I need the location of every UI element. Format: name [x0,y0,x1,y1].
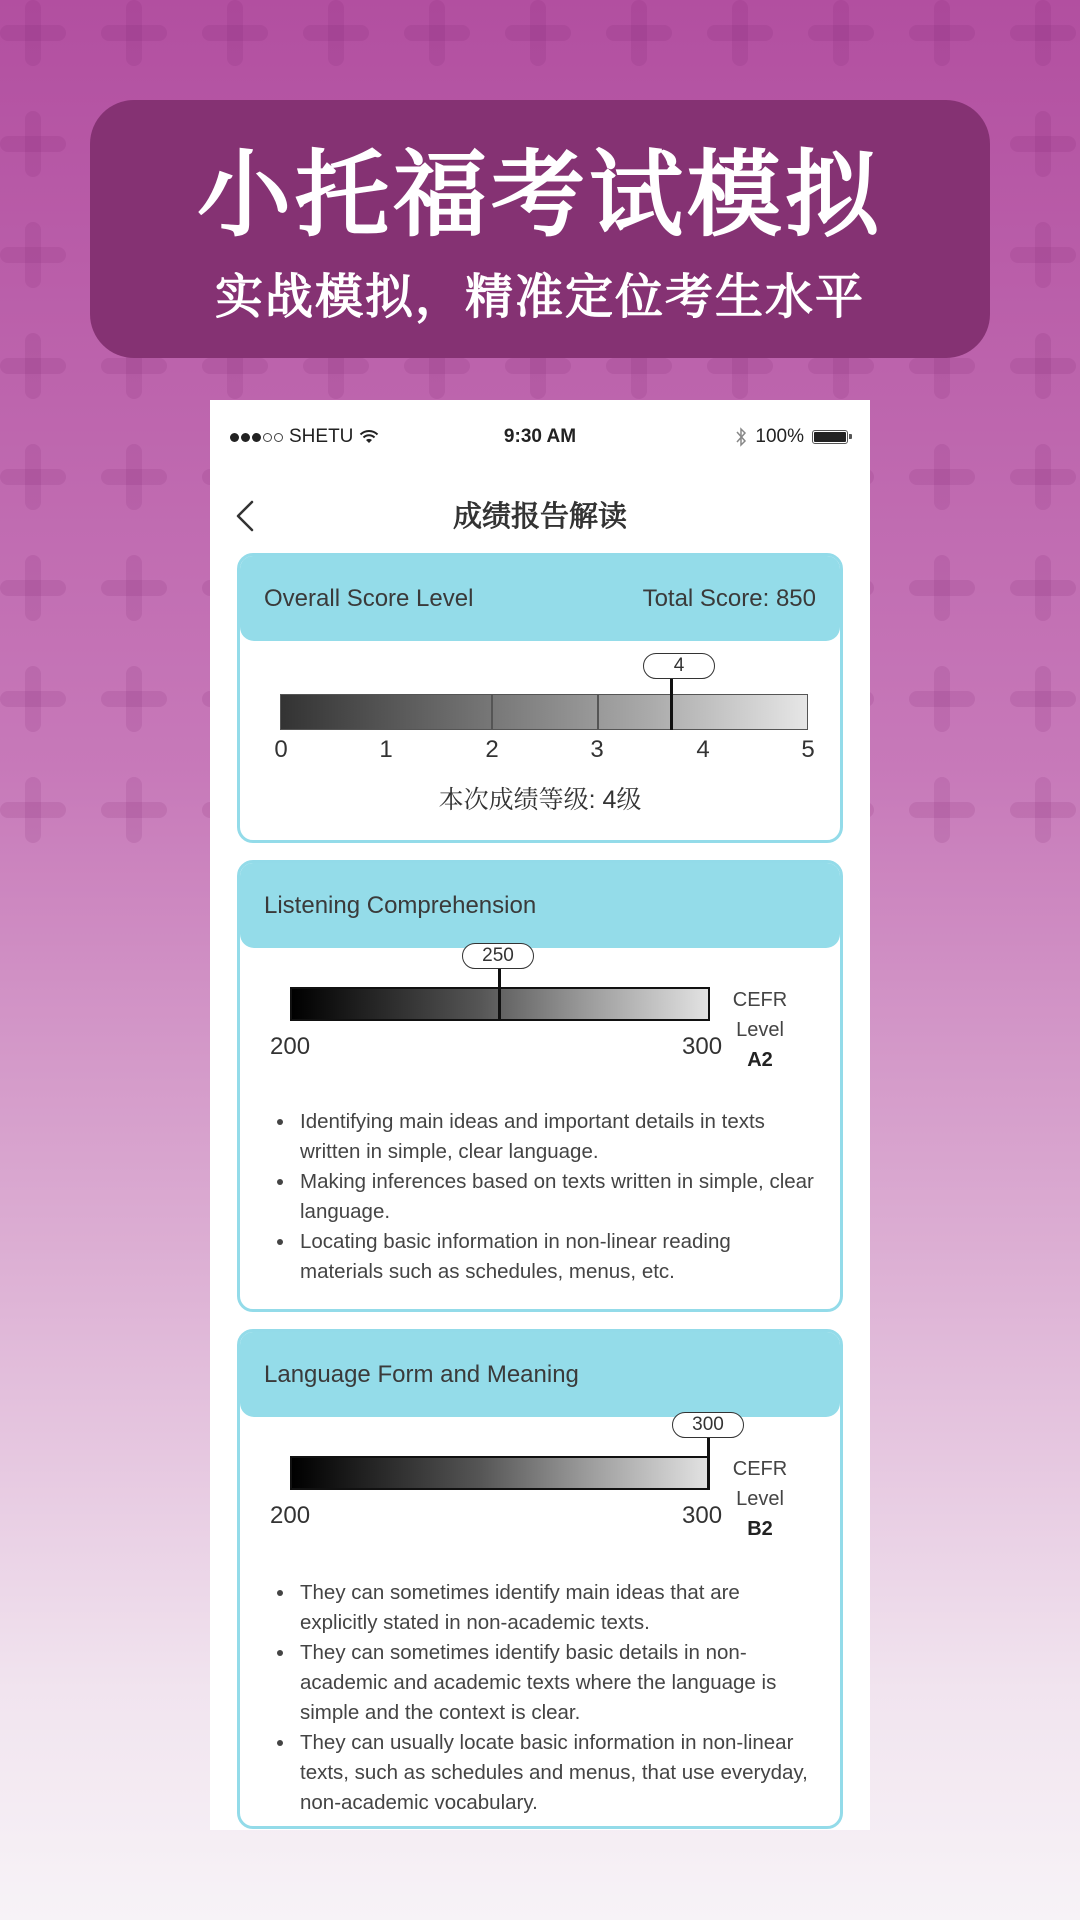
cross-decoration-icon [101,0,167,66]
cross-decoration-icon [606,0,672,66]
total-score: Total Score: 850 [642,584,816,612]
overall-score-card [237,553,843,843]
score-level-scale [280,694,808,730]
cross-decoration-icon [0,444,66,510]
cross-decoration-icon [0,666,66,732]
bluetooth-icon [735,427,747,447]
range-min-label: 200 [270,1033,311,1060]
card-header [240,1332,840,1417]
level-summary: 本次成绩等级: 4级 [438,786,642,814]
card-title: Language Form and Meaning [264,1360,579,1388]
cross-decoration-icon [1010,222,1076,288]
tick-label: 5 [801,736,815,763]
language-score-scale [290,1456,710,1490]
skills-list [276,1107,816,1287]
cross-decoration-icon [1010,333,1076,399]
cross-decoration-icon [1010,555,1076,621]
cross-decoration-icon [1010,444,1076,510]
cross-decoration-icon [202,0,268,66]
cross-decoration-icon [505,0,571,66]
cefr-value: B2 [747,1518,773,1540]
cross-decoration-icon [101,666,167,732]
banner-title: 小托福考试模拟 [196,142,883,247]
cross-decoration-icon [808,0,874,66]
cross-decoration-icon [0,222,66,288]
list-item: • They can sometimes identify main ideas that are explicitly stated in non-academic texts. [296,1578,816,1638]
cross-decoration-icon [0,555,66,621]
card-header [240,863,840,948]
list-item: • They can sometimes identify basic details in non-academic and academic texts where the language is simple and the context is clear. [296,1638,816,1728]
tick-label: 2 [485,736,499,763]
battery-percent: 100% [755,426,804,447]
cross-decoration-icon [909,555,975,621]
skills-list [276,1578,816,1818]
status-time: 9:30 AM [503,426,577,447]
cross-decoration-icon [1010,777,1076,843]
page-title: 成绩报告解读 [452,501,627,533]
list-item: • They can usually locate basic information in non-linear texts, such as schedules and menus, that use everyday, non-academic vocabulary. [296,1728,816,1818]
cross-decoration-icon [404,0,470,66]
cefr-label: CEFR [732,1458,788,1480]
cross-decoration-icon [909,777,975,843]
cefr-value: A2 [747,1049,773,1071]
carrier-name: SHETU [289,426,354,447]
cross-decoration-icon [909,666,975,732]
range-max-label: 300 [682,1033,723,1060]
promo-banner [90,100,990,358]
score-marker-label: 4 [643,653,715,679]
card-title: Overall Score Level [264,584,474,612]
cross-decoration-icon [101,555,167,621]
card-title: Listening Comprehension [264,891,537,919]
tick-label: 1 [379,736,393,763]
phone-screen [210,400,870,1830]
cross-decoration-icon [707,0,773,66]
cefr-label: Level [736,1019,784,1041]
score-marker-label: 250 [462,943,534,969]
cross-decoration-icon [1010,666,1076,732]
status-right [735,426,848,448]
list-item: • Identifying main ideas and important details in texts written in simple, clear language. [296,1107,816,1167]
list-item: • Locating basic information in non-linear reading materials such as schedules, menus, etc. [296,1227,816,1287]
cross-decoration-icon [909,0,975,66]
score-marker-label: 300 [672,1412,744,1438]
range-min-label: 200 [270,1502,311,1529]
range-max-label: 300 [682,1502,723,1529]
cross-decoration-icon [1010,111,1076,177]
score-marker [498,967,501,1021]
cross-decoration-icon [0,777,66,843]
cefr-label: Level [736,1488,784,1510]
card-header [240,556,840,641]
score-marker [707,1436,710,1490]
cross-decoration-icon [0,0,66,66]
list-item: • Making inferences based on texts written in simple, clear language. [296,1167,816,1227]
cross-decoration-icon [101,444,167,510]
cefr-level [720,985,800,1075]
cross-decoration-icon [1010,0,1076,66]
battery-icon [812,430,848,444]
banner-subtitle: 实战模拟，精准定位考生水平 [214,271,865,324]
cefr-level [720,1454,800,1544]
language-form-card [237,1329,843,1829]
cross-decoration-icon [0,333,66,399]
cross-decoration-icon [101,777,167,843]
tick-label: 0 [274,736,288,763]
cross-decoration-icon [303,0,369,66]
tick-label: 4 [696,736,710,763]
tick-label: 3 [590,736,604,763]
cross-decoration-icon [909,444,975,510]
listening-card [237,860,843,1312]
score-marker [670,678,673,730]
cross-decoration-icon [0,111,66,177]
status-bar [210,400,870,474]
cefr-label: CEFR [732,989,788,1011]
nav-bar [210,480,870,550]
